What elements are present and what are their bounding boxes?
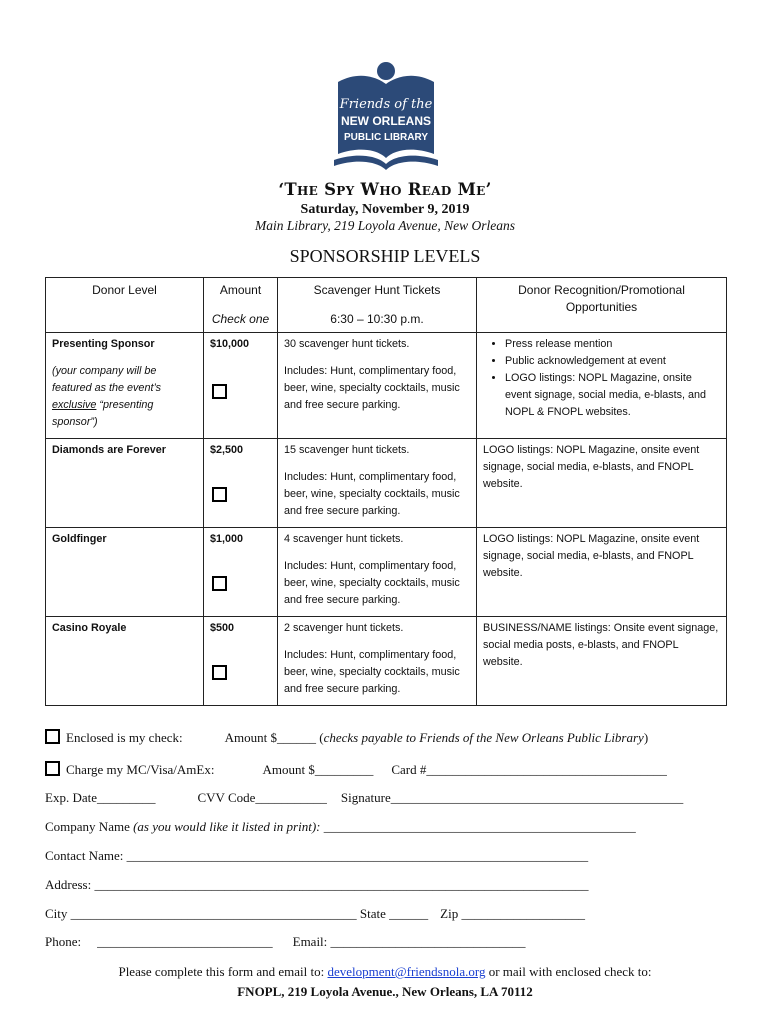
phone-line — [45, 934, 526, 950]
logo-line-3: PUBLIC LIBRARY — [343, 132, 429, 143]
list-item: • Public acknowledgement at event — [505, 353, 720, 370]
footer-address: FNOPL, 219 Loyola Avenue., New Orleans, LA 70112 — [237, 984, 533, 999]
exp-date-field[interactable]: Exp. Date_________ — [45, 790, 156, 805]
tickets-cell — [278, 333, 477, 439]
event-location: Main Library, 219 Loyola Avenue, New Orleans — [255, 218, 515, 233]
recognition-cell — [477, 617, 727, 706]
contact-field[interactable]: Contact Name: _______________________________________________________________________ — [45, 848, 589, 863]
level-name: Diamonds are Forever — [52, 444, 167, 456]
check-label: Enclosed is my check: — [66, 730, 183, 745]
header-recognition: Donor Recognition/Promotional Opportunities — [477, 278, 727, 333]
address-field[interactable]: Address: ____________________________________________________________________________ — [45, 877, 589, 892]
company-field[interactable]: ________________________________________________ — [320, 819, 636, 834]
level-name: Presenting Sponsor — [52, 338, 155, 350]
table-header-row — [46, 278, 727, 333]
city-field[interactable]: City ____________________________________________ — [45, 906, 357, 921]
tickets-cell — [278, 528, 477, 617]
card-line — [45, 761, 667, 778]
header-donor-level: Donor Level — [46, 278, 204, 333]
card-amount-field[interactable]: Amount $_________ — [262, 762, 374, 777]
checkbox-charge-card[interactable] — [45, 761, 60, 776]
level-name: Casino Royale — [52, 622, 127, 634]
amount-cell — [204, 617, 278, 706]
card-number-field[interactable]: Card #_____________________________________ — [391, 762, 667, 777]
zip-field[interactable]: Zip ___________________ — [440, 906, 585, 921]
tickets-cell — [278, 439, 477, 528]
check-line: Enclosed is my check: Amount $______ (checks payable to Friends of the New Orleans Public Library) — [45, 729, 648, 746]
email-field[interactable]: Email: ______________________________ — [292, 934, 526, 949]
header-amount-sub: Check one — [211, 312, 270, 326]
table-row — [46, 528, 727, 617]
checkbox-diamonds-are-forever[interactable] — [212, 487, 227, 502]
footer-instructions: Please complete this form and email to: development@friendsnola.org or mail with enclosed check to: — [118, 964, 652, 979]
tickets-includes: Includes: Hunt, complimentary food, beer, wine, specialty cocktails, music and free secure parking. — [284, 365, 460, 411]
checkbox-casino-royale[interactable] — [212, 665, 227, 680]
recognition-text: LOGO listings: NOPL Magazine, onsite event signage, social media, e-blasts, and FNOPL website. — [483, 533, 700, 579]
level-cell — [46, 439, 204, 528]
recognition-cell — [477, 333, 727, 439]
amount-cell — [204, 333, 278, 439]
checkbox-goldfinger[interactable] — [212, 576, 227, 591]
table-row — [46, 617, 727, 706]
tickets-count: 4 scavenger hunt tickets. — [284, 533, 404, 545]
logo-line-2: NEW ORLEANS — [341, 114, 431, 128]
recognition-list — [483, 336, 720, 421]
state-field[interactable]: State ______ — [359, 906, 429, 921]
signature-field[interactable]: Signature_____________________________________________ — [340, 790, 684, 805]
phone-label: Phone: — [45, 934, 82, 949]
list-item: • LOGO listings: NOPL Magazine, onsite event signage, social media, e-blasts, and NOPL & FNOPL websites. — [505, 370, 720, 421]
list-item: • Press release mention — [505, 336, 720, 353]
fnopl-logo — [330, 60, 442, 178]
phone-field[interactable]: ___________________________ — [97, 934, 273, 949]
recognition-cell — [477, 439, 727, 528]
email-link[interactable]: development@friendsnola.org — [327, 964, 486, 979]
checkbox-enclosed-check[interactable] — [45, 729, 60, 744]
checkbox-presenting-sponsor[interactable] — [212, 384, 227, 399]
level-cell — [46, 617, 204, 706]
card-label: Charge my MC/Visa/AmEx: — [66, 762, 215, 777]
check-amount[interactable]: Amount $______ ( — [224, 730, 324, 745]
amount-value: $1,000 — [210, 533, 244, 545]
recognition-text: LOGO listings: NOPL Magazine, onsite event signage, social media, e-blasts, and FNOPL website. — [483, 444, 700, 490]
tickets-cell — [278, 617, 477, 706]
company-line — [45, 819, 636, 835]
tickets-includes: Includes: Hunt, complimentary food, beer, wine, specialty cocktails, music and free secure parking. — [284, 560, 460, 606]
sponsorship-table — [45, 277, 727, 706]
check-note: checks payable to Friends of the New Orleans Public Library — [323, 730, 644, 745]
tickets-includes: Includes: Hunt, complimentary food, beer, wine, specialty cocktails, music and free secure parking. — [284, 649, 460, 695]
table-row — [46, 333, 727, 439]
tickets-count: 15 scavenger hunt tickets. — [284, 444, 410, 456]
level-cell — [46, 333, 204, 439]
recognition-cell — [477, 528, 727, 617]
header-tickets-sub: 6:30 – 10:30 p.m. — [330, 312, 424, 326]
company-label: Company Name — [45, 819, 134, 834]
level-name: Goldfinger — [52, 533, 107, 545]
header-tickets: Scavenger Hunt Tickets 6:30 – 10:30 p.m. — [278, 278, 477, 333]
tickets-count: 30 scavenger hunt tickets. — [284, 338, 410, 350]
amount-value: $10,000 — [210, 338, 250, 350]
logo-line-1: Friends of the — [339, 97, 433, 112]
table-row — [46, 439, 727, 528]
city-line — [45, 906, 585, 922]
exp-line — [45, 790, 683, 806]
event-date: Saturday, November 9, 2019 — [300, 202, 470, 217]
event-title: ‘The Spy Who Read Me’ — [278, 180, 492, 199]
tickets-includes: Includes: Hunt, complimentary food, beer, wine, specialty cocktails, music and free secure parking. — [284, 471, 460, 517]
level-note: (your company will be featured as the event’s exclusive “presenting sponsor”) — [52, 365, 162, 428]
amount-value: $500 — [210, 622, 235, 634]
amount-cell — [204, 439, 278, 528]
recognition-text: BUSINESS/NAME listings: Onsite event signage, social media posts, e-blasts, and FNOPL website. — [483, 622, 719, 668]
header-amount: Amount Check one — [204, 278, 278, 333]
section-title: SPONSORSHIP LEVELS — [289, 246, 481, 266]
tickets-count: 2 scavenger hunt tickets. — [284, 622, 404, 634]
cvv-field[interactable]: CVV Code___________ — [197, 790, 327, 805]
level-cell — [46, 528, 204, 617]
amount-value: $2,500 — [210, 444, 244, 456]
amount-cell — [204, 528, 278, 617]
company-note: (as you would like it listed in print): — [133, 819, 321, 834]
